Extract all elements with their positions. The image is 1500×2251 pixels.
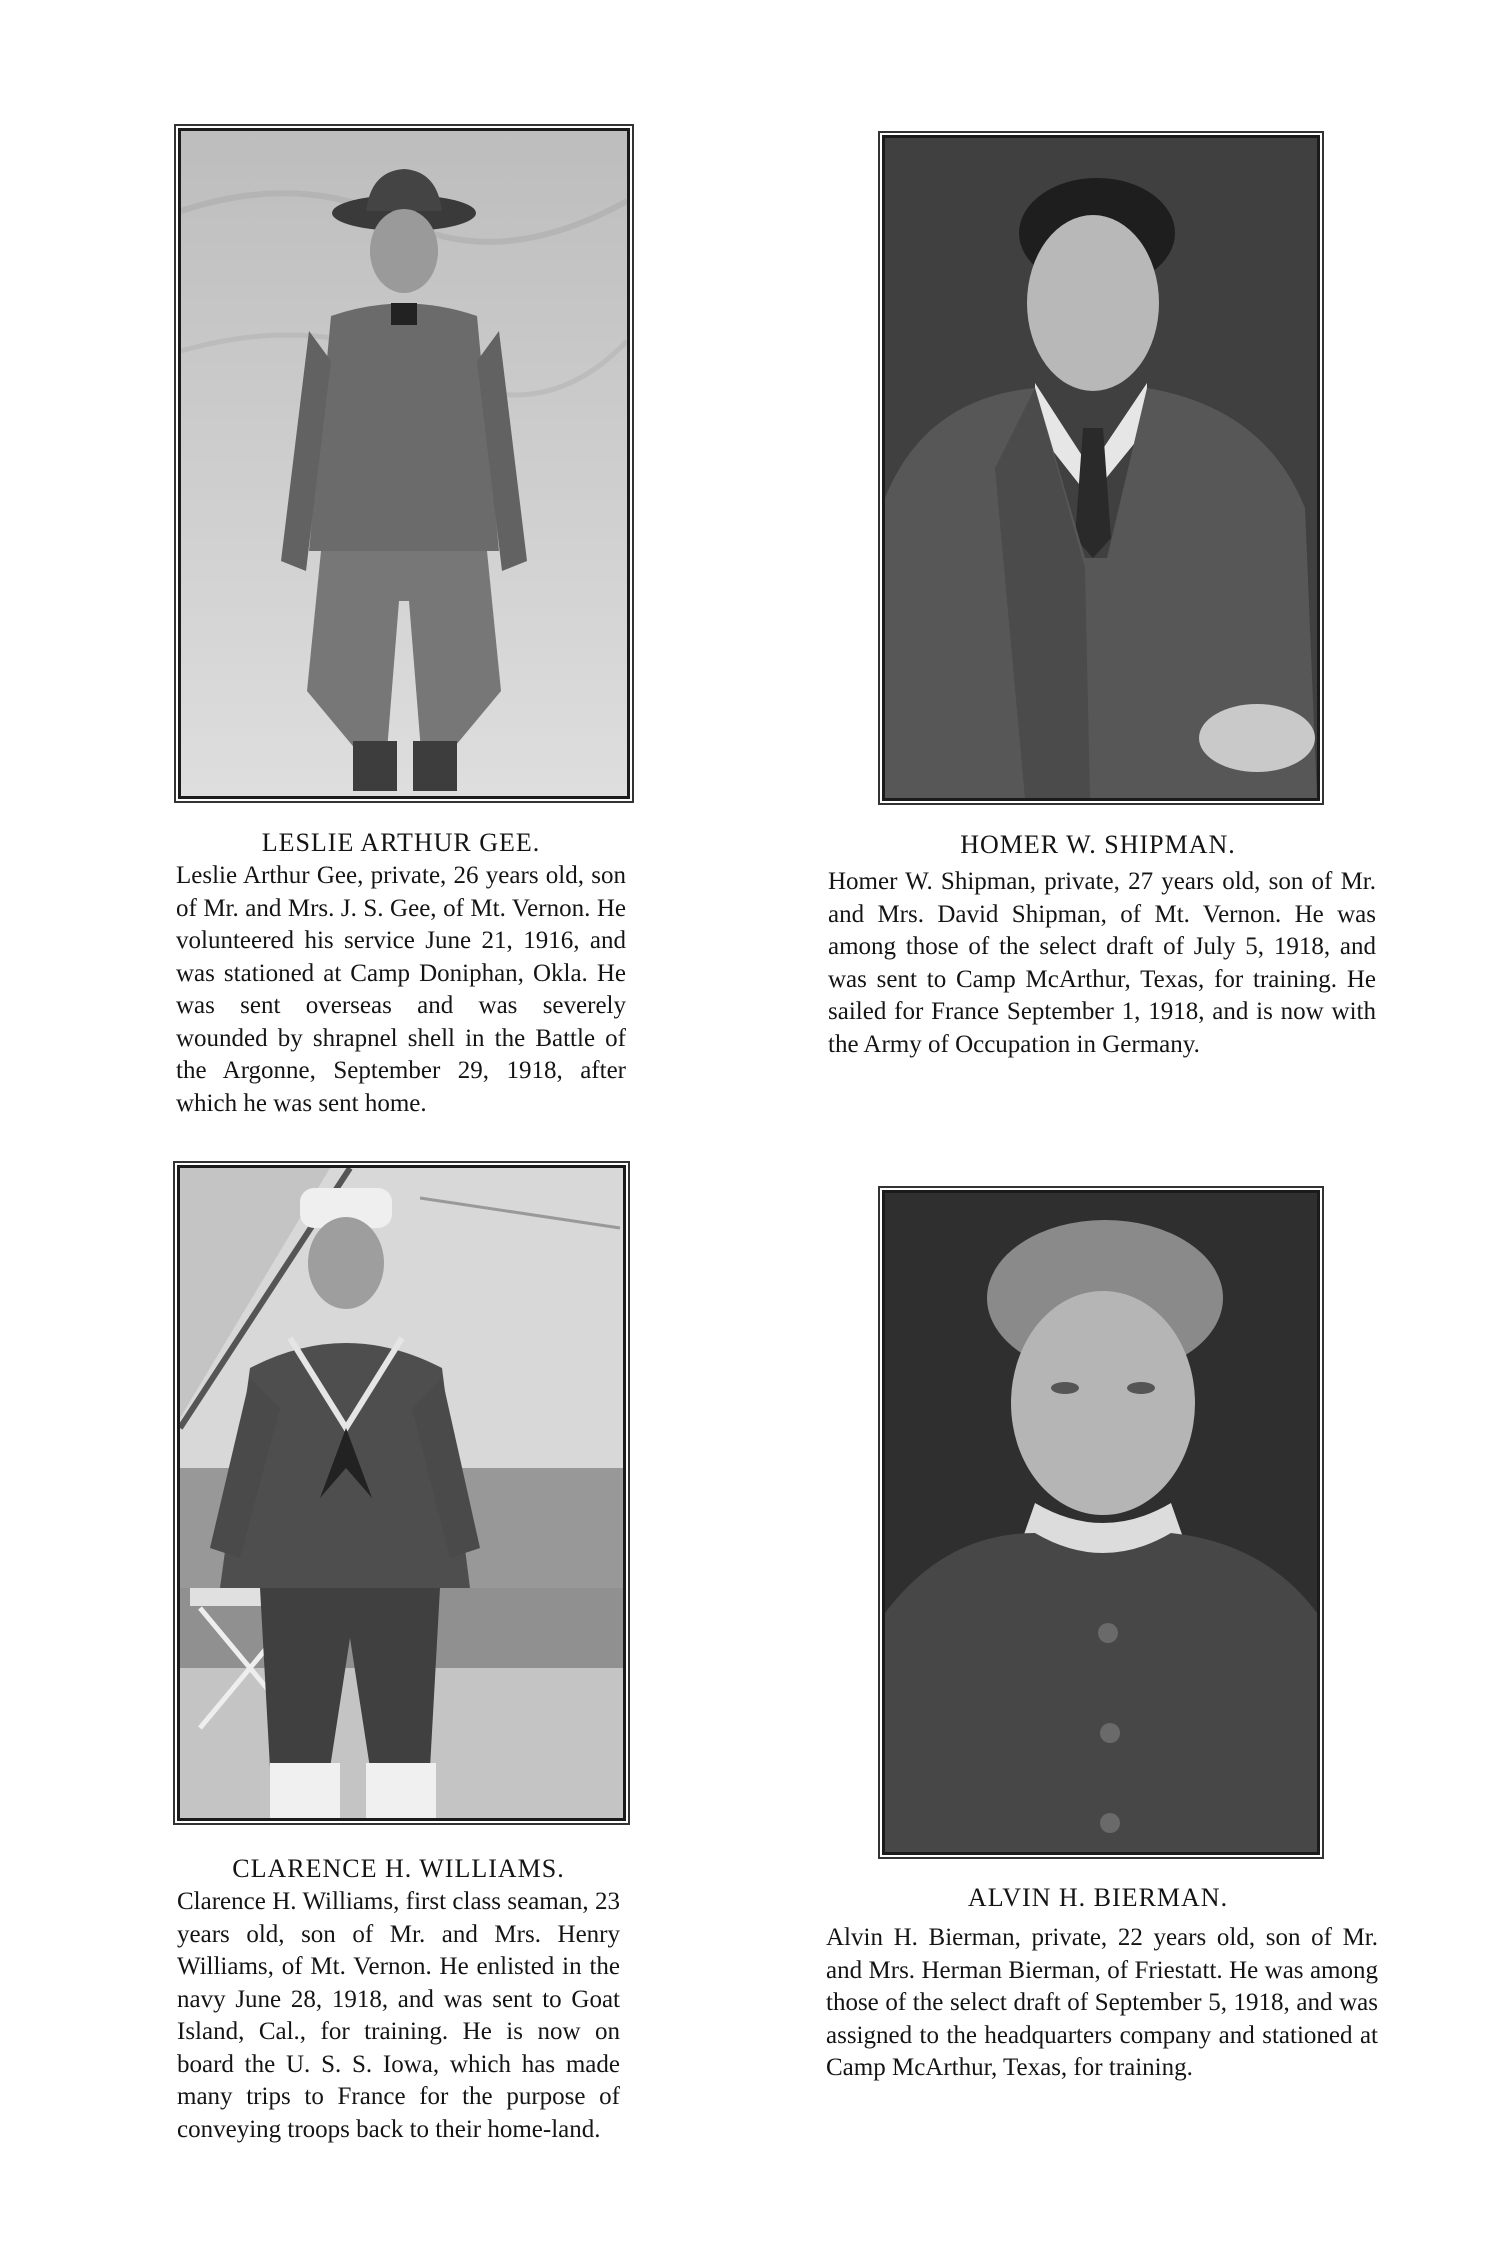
portrait-photo-leslie-arthur-gee xyxy=(178,128,630,799)
entry-name: ALVIN H. BIERMAN. xyxy=(967,1883,1229,1912)
portrait-photo-homer-w-shipman xyxy=(882,135,1320,801)
entry-biography: Homer W. Shipman, private, 27 years old, son of Mr. and Mrs. David Shipman, of Mt. Vernon. He was among those of the select draft of July 5, 1918, and was sent to Camp McArthur, Texas, for training. He sailed for France September 1, 1918, and is now with the Army of Occupation in Germany. xyxy=(828,868,1376,1058)
entry-biography: Clarence H. Williams, first class seaman, 23 years old, son of Mr. and Mrs. Henry Williams, of Mt. Vernon. He enlisted in the navy June 28, 1918, and was sent to Goat Island, Cal., for training. He is now on board the U. S. S. Iowa, which has made many trips to France for the purpose of conveying troops back to their home-land. xyxy=(177,1888,620,2143)
entry-name: LESLIE ARTHUR GEE. xyxy=(261,828,541,857)
portrait-photo-clarence-h-williams xyxy=(177,1165,626,1821)
entry-name: HOMER W. SHIPMAN. xyxy=(960,830,1236,859)
entry-name: CLARENCE H. WILLIAMS. xyxy=(232,1854,565,1883)
entry-biography: Leslie Arthur Gee, private, 26 years old, son of Mr. and Mrs. J. S. Gee, of Mt. Vernon. He volunteered his service June 21, 1916, and was stationed at Camp Doniphan, Okla. He was sent overseas and was severely wounded by shrapnel shell in the Battle of the Argonne, September 29, 1918, after which he was sent home. xyxy=(176,862,626,1117)
portrait-photo-alvin-h-bierman xyxy=(882,1190,1320,1855)
entry-biography: Alvin H. Bierman, private, 22 years old, son of Mr. and Mrs. Herman Bierman, of Friestatt. He was among those of the select draft of September 5, 1918, and was assigned to the headquarters company and stationed at Camp McArthur, Texas, for training. xyxy=(826,1924,1378,2081)
